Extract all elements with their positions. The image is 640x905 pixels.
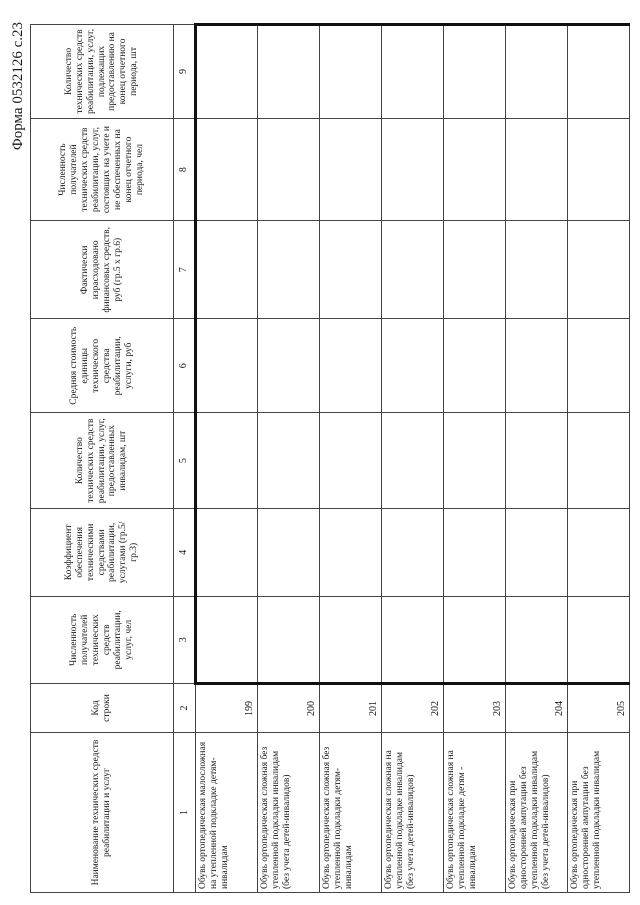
data-cell[interactable] bbox=[258, 319, 320, 413]
data-cell[interactable] bbox=[444, 596, 506, 683]
header-code: Код строки bbox=[31, 684, 174, 733]
row-name: Обувь ортопедическая сложная на утепленной подкладке инвалидам (без учета детей-инвалидов) bbox=[382, 733, 444, 893]
data-cell[interactable] bbox=[382, 596, 444, 683]
header-row bbox=[31, 25, 174, 893]
column-number: 5 bbox=[174, 413, 196, 509]
header-col6: Средняя стоимость единицы технического средства реабилитации, услуги, руб bbox=[31, 319, 174, 413]
data-cell[interactable] bbox=[506, 118, 568, 220]
header-col7: Фактически израсходовано финансовых средств, руб (гр.5 х гр.6) bbox=[31, 221, 174, 319]
table-row bbox=[258, 25, 320, 893]
row-code: 199 bbox=[196, 684, 258, 733]
row-code: 204 bbox=[506, 684, 568, 733]
data-cell[interactable] bbox=[506, 596, 568, 683]
data-cell[interactable] bbox=[382, 118, 444, 220]
row-name: Обувь ортопедическая сложная без утепленной подкладки инвалидам (без учета детей-инвалидов) bbox=[258, 733, 320, 893]
data-cell[interactable] bbox=[506, 319, 568, 413]
column-number: 6 bbox=[174, 319, 196, 413]
data-cell[interactable] bbox=[444, 221, 506, 319]
data-cell[interactable] bbox=[382, 319, 444, 413]
data-cell[interactable] bbox=[258, 509, 320, 596]
table-row bbox=[382, 25, 444, 893]
data-cell[interactable] bbox=[320, 319, 382, 413]
data-cell[interactable] bbox=[196, 319, 258, 413]
data-cell[interactable] bbox=[568, 509, 630, 596]
column-number: 2 bbox=[174, 684, 196, 733]
row-code: 205 bbox=[568, 684, 630, 733]
report-table bbox=[30, 23, 630, 893]
column-number: 9 bbox=[174, 25, 196, 119]
table-row bbox=[196, 25, 258, 893]
data-cell[interactable] bbox=[320, 221, 382, 319]
header-col3: Численность получателей технических средств реабилитации, услуг, чел bbox=[31, 596, 174, 683]
data-cell[interactable] bbox=[444, 509, 506, 596]
data-cell[interactable] bbox=[258, 221, 320, 319]
table-row bbox=[506, 25, 568, 893]
table-row bbox=[568, 25, 630, 893]
form-title: Форма 0532126 с.23 bbox=[10, 22, 26, 151]
data-cell[interactable] bbox=[506, 413, 568, 509]
data-cell[interactable] bbox=[258, 25, 320, 119]
row-name: Обувь ортопедическая малосложная на утепленной подкладке детям-инвалидам bbox=[196, 733, 258, 893]
column-number: 1 bbox=[174, 733, 196, 893]
column-number: 4 bbox=[174, 509, 196, 596]
data-cell[interactable] bbox=[320, 25, 382, 119]
table-row bbox=[444, 25, 506, 893]
data-cell[interactable] bbox=[444, 319, 506, 413]
data-cell[interactable] bbox=[196, 596, 258, 683]
data-cell[interactable] bbox=[382, 413, 444, 509]
column-number-row bbox=[174, 25, 196, 893]
data-cell[interactable] bbox=[568, 221, 630, 319]
data-cell[interactable] bbox=[444, 413, 506, 509]
row-code: 200 bbox=[258, 684, 320, 733]
header-col9: Количество технических средств реабилитации, услуг, подлежащих предоставлению на конец отчетного периода, шт bbox=[31, 25, 174, 119]
data-cell[interactable] bbox=[382, 509, 444, 596]
data-cell[interactable] bbox=[258, 413, 320, 509]
row-code: 203 bbox=[444, 684, 506, 733]
data-cell[interactable] bbox=[320, 118, 382, 220]
data-cell[interactable] bbox=[196, 509, 258, 596]
data-cell[interactable] bbox=[196, 25, 258, 119]
data-cell[interactable] bbox=[506, 509, 568, 596]
data-cell[interactable] bbox=[506, 25, 568, 119]
data-cell[interactable] bbox=[568, 413, 630, 509]
header-col5: Количество технических средств реабилитации, услуг, предоставленных инвалидам, шт bbox=[31, 413, 174, 509]
data-cell[interactable] bbox=[196, 413, 258, 509]
data-cell[interactable] bbox=[196, 118, 258, 220]
table-row bbox=[320, 25, 382, 893]
row-name: Обувь ортопедическая сложная на утепленной подкладке детям - инвалидам bbox=[444, 733, 506, 893]
row-name: Обувь ортопедическая при односторонней ампутации без утепленной подкладки инвалидам (без учета детей-инвалидов) bbox=[506, 733, 568, 893]
row-code: 201 bbox=[320, 684, 382, 733]
data-cell[interactable] bbox=[320, 413, 382, 509]
column-number: 3 bbox=[174, 596, 196, 683]
data-cell[interactable] bbox=[444, 118, 506, 220]
column-number: 7 bbox=[174, 221, 196, 319]
header-col4: Коэффициент обеспечения техническими средствами реабилитации, услугами (гр.5/гр.3) bbox=[31, 509, 174, 596]
header-name: Наименование технических средств реабилитации и услуг bbox=[31, 733, 174, 893]
row-code: 202 bbox=[382, 684, 444, 733]
data-cell[interactable] bbox=[568, 596, 630, 683]
data-cell[interactable] bbox=[568, 319, 630, 413]
data-cell[interactable] bbox=[568, 118, 630, 220]
data-cell[interactable] bbox=[382, 25, 444, 119]
column-number: 8 bbox=[174, 118, 196, 220]
data-cell[interactable] bbox=[196, 221, 258, 319]
data-cell[interactable] bbox=[444, 25, 506, 119]
data-cell[interactable] bbox=[258, 596, 320, 683]
data-cell[interactable] bbox=[506, 221, 568, 319]
data-cell[interactable] bbox=[382, 221, 444, 319]
data-cell[interactable] bbox=[258, 118, 320, 220]
row-name: Обувь ортопедическая при односторонней ампутации без утепленной подкладки инвалидам bbox=[568, 733, 630, 893]
data-cell[interactable] bbox=[568, 25, 630, 119]
row-name: Обувь ортопедическая сложная без утепленной подкладки детям-инвалидам bbox=[320, 733, 382, 893]
data-cell[interactable] bbox=[320, 596, 382, 683]
data-cell[interactable] bbox=[320, 509, 382, 596]
header-col8: Численность получателей технических средств реабилитации, услуг, состоящих на учете и не обеспеченных на конец отчетного периода, чел bbox=[31, 118, 174, 220]
